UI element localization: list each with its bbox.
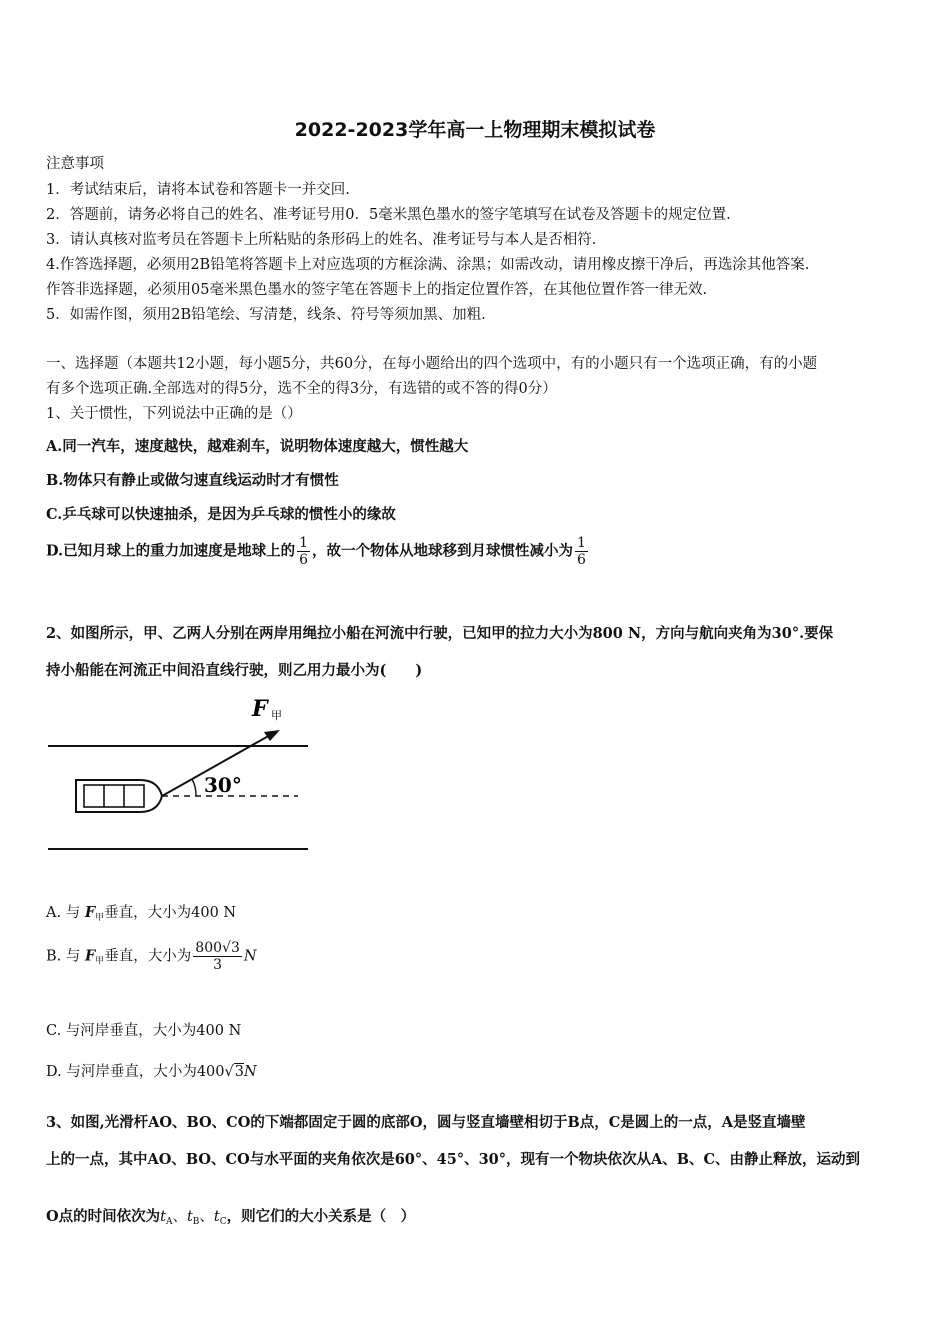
q1-option-d-text: D.已知月球上的重力加速度是地球上的: [46, 542, 296, 560]
fraction-denominator: 3: [193, 956, 242, 973]
q1-option-b: B.物体只有静止或做匀速直线运动时才有惯性: [46, 472, 339, 489]
unit: N: [243, 948, 257, 965]
q2-option-b-text: 垂直，大小为: [104, 948, 192, 965]
q1-option-d: [46, 535, 590, 568]
page-title: 2022-2023学年高一上物理期末模拟试卷: [294, 119, 656, 141]
time-symbol: t: [213, 1209, 220, 1225]
q2-stem: 2、如图所示，甲、乙两人分别在两岸用绳拉小船在河流中行驶，已知甲的拉力大小为800 N，方向与航向夹角为30°.要保: [46, 625, 834, 642]
q1-stem: 1、关于惯性，下列说法中正确的是（）: [46, 406, 302, 422]
time-symbol: t: [160, 1209, 166, 1225]
time-symbol: t: [186, 1209, 193, 1225]
separator: 、: [199, 1209, 214, 1225]
q3-text-end: ，则它们的大小关系是（ ）: [226, 1208, 416, 1225]
angle-label: 30°: [204, 773, 242, 797]
q2-option-d-text: D. 与河岸垂直，大小为: [46, 1064, 197, 1080]
notice-item: 4.作答选择题，必须用2B铅笔将答题卡上对应选项的方框涂满、涂黑；如需改动，请用橡皮擦干净后，再选涂其他答案.: [46, 257, 810, 273]
q2-option-a: [46, 901, 236, 923]
notice-heading: 注意事项: [46, 156, 104, 172]
notice-item: 5．如需作图，须用2B铅笔绘、写清楚，线条、符号等须加黑、加粗.: [46, 307, 486, 323]
fraction-numerator: 800√3: [195, 940, 240, 956]
q1-option-c: C.乒乓球可以快速抽杀，是因为乒乓球的惯性小的缘故: [46, 506, 396, 523]
q2-option-c: C. 与河岸垂直，大小为400 N: [46, 1023, 242, 1039]
notice-item: 3．请认真核对监考员在答题卡上所粘贴的条形码上的姓名、准考证号与本人是否相符.: [46, 232, 597, 248]
q1-option-a: A.同一汽车，速度越快，越难刹车，说明物体速度越大，惯性越大: [46, 438, 469, 455]
q2-option-b-prefix: B. 与: [46, 948, 85, 965]
fraction: [193, 940, 242, 973]
force-symbol: F: [84, 947, 96, 965]
arrowhead-icon: [264, 730, 280, 741]
q3-text: O点的时间依次为: [46, 1208, 161, 1225]
q3-stem: 3、如图,光滑杆AO、BO、CO的下端都固定于圆的底部O，圆与竖直墙壁相切于B点，C是圆上的一点，A是竖直墙壁: [46, 1114, 806, 1131]
notice-item: 1．考试结束后，请将本试卷和答题卡一并交回.: [46, 182, 350, 198]
boat-force-diagram: [40, 688, 320, 858]
angle-arc: [192, 779, 196, 796]
force-symbol-sub: 甲: [95, 913, 105, 923]
force-label-sub: 甲: [271, 709, 282, 722]
fraction-denominator: 6: [577, 552, 586, 569]
sqrt-sign: √: [224, 1064, 234, 1080]
unit: N: [244, 1064, 257, 1080]
time-sub: A: [165, 1217, 173, 1227]
value: 400: [196, 1064, 225, 1080]
section-heading-cont: 有多个选项正确.全部选对的得5分，选不全的得3分，有选错的或不答的得0分）: [46, 381, 557, 397]
boat-icon: [76, 780, 162, 812]
notice-item: 作答非选择题，必须用05毫米黑色墨水的签字笔在答题卡上的指定位置作答，在其他位置作答一律无效.: [46, 282, 708, 298]
fraction: [297, 535, 310, 568]
sqrt-radicand: 3: [234, 1064, 244, 1080]
separator: 、: [172, 1209, 187, 1225]
force-label: F: [252, 696, 268, 722]
q3-stem-last: [46, 1205, 415, 1227]
fraction-numerator: 1: [299, 535, 309, 551]
force-symbol: F: [84, 904, 96, 921]
fraction: [575, 535, 588, 568]
q2-option-b: [46, 940, 257, 973]
q3-stem-cont: 上的一点，其中AO、BO、CO与水平面的夹角依次是60°、45°、30°，现有一个物块依次从A、B、C、由静止释放，运动到: [46, 1151, 861, 1168]
fraction-denominator: 6: [299, 552, 309, 569]
q2-option-d: [46, 1060, 257, 1081]
time-sub: C: [219, 1217, 227, 1227]
notice-item: 2．答题前，请务必将自己的姓名、准考证号用0．5毫米黑色墨水的签字笔填写在试卷及答题卡的规定位置.: [46, 207, 731, 223]
q1-option-d-text-2: ，故一个物体从地球移到月球惯性减小为: [312, 542, 574, 560]
force-symbol-sub: 甲: [95, 956, 105, 967]
time-sub: B: [192, 1217, 200, 1227]
section-heading: 一、选择题（本题共12小题，每小题5分，共60分，在每小题给出的四个选项中，有的小题只有一个选项正确，有的小题: [46, 356, 818, 372]
fraction-numerator: 1: [577, 535, 586, 551]
q2-option-a-prefix: A. 与: [46, 905, 85, 921]
q2-stem-cont: 持小船能在河流正中间沿直线行驶，则乙用力最小为( ): [46, 662, 423, 679]
q2-option-a-text: 垂直，大小为400 N: [104, 905, 237, 921]
